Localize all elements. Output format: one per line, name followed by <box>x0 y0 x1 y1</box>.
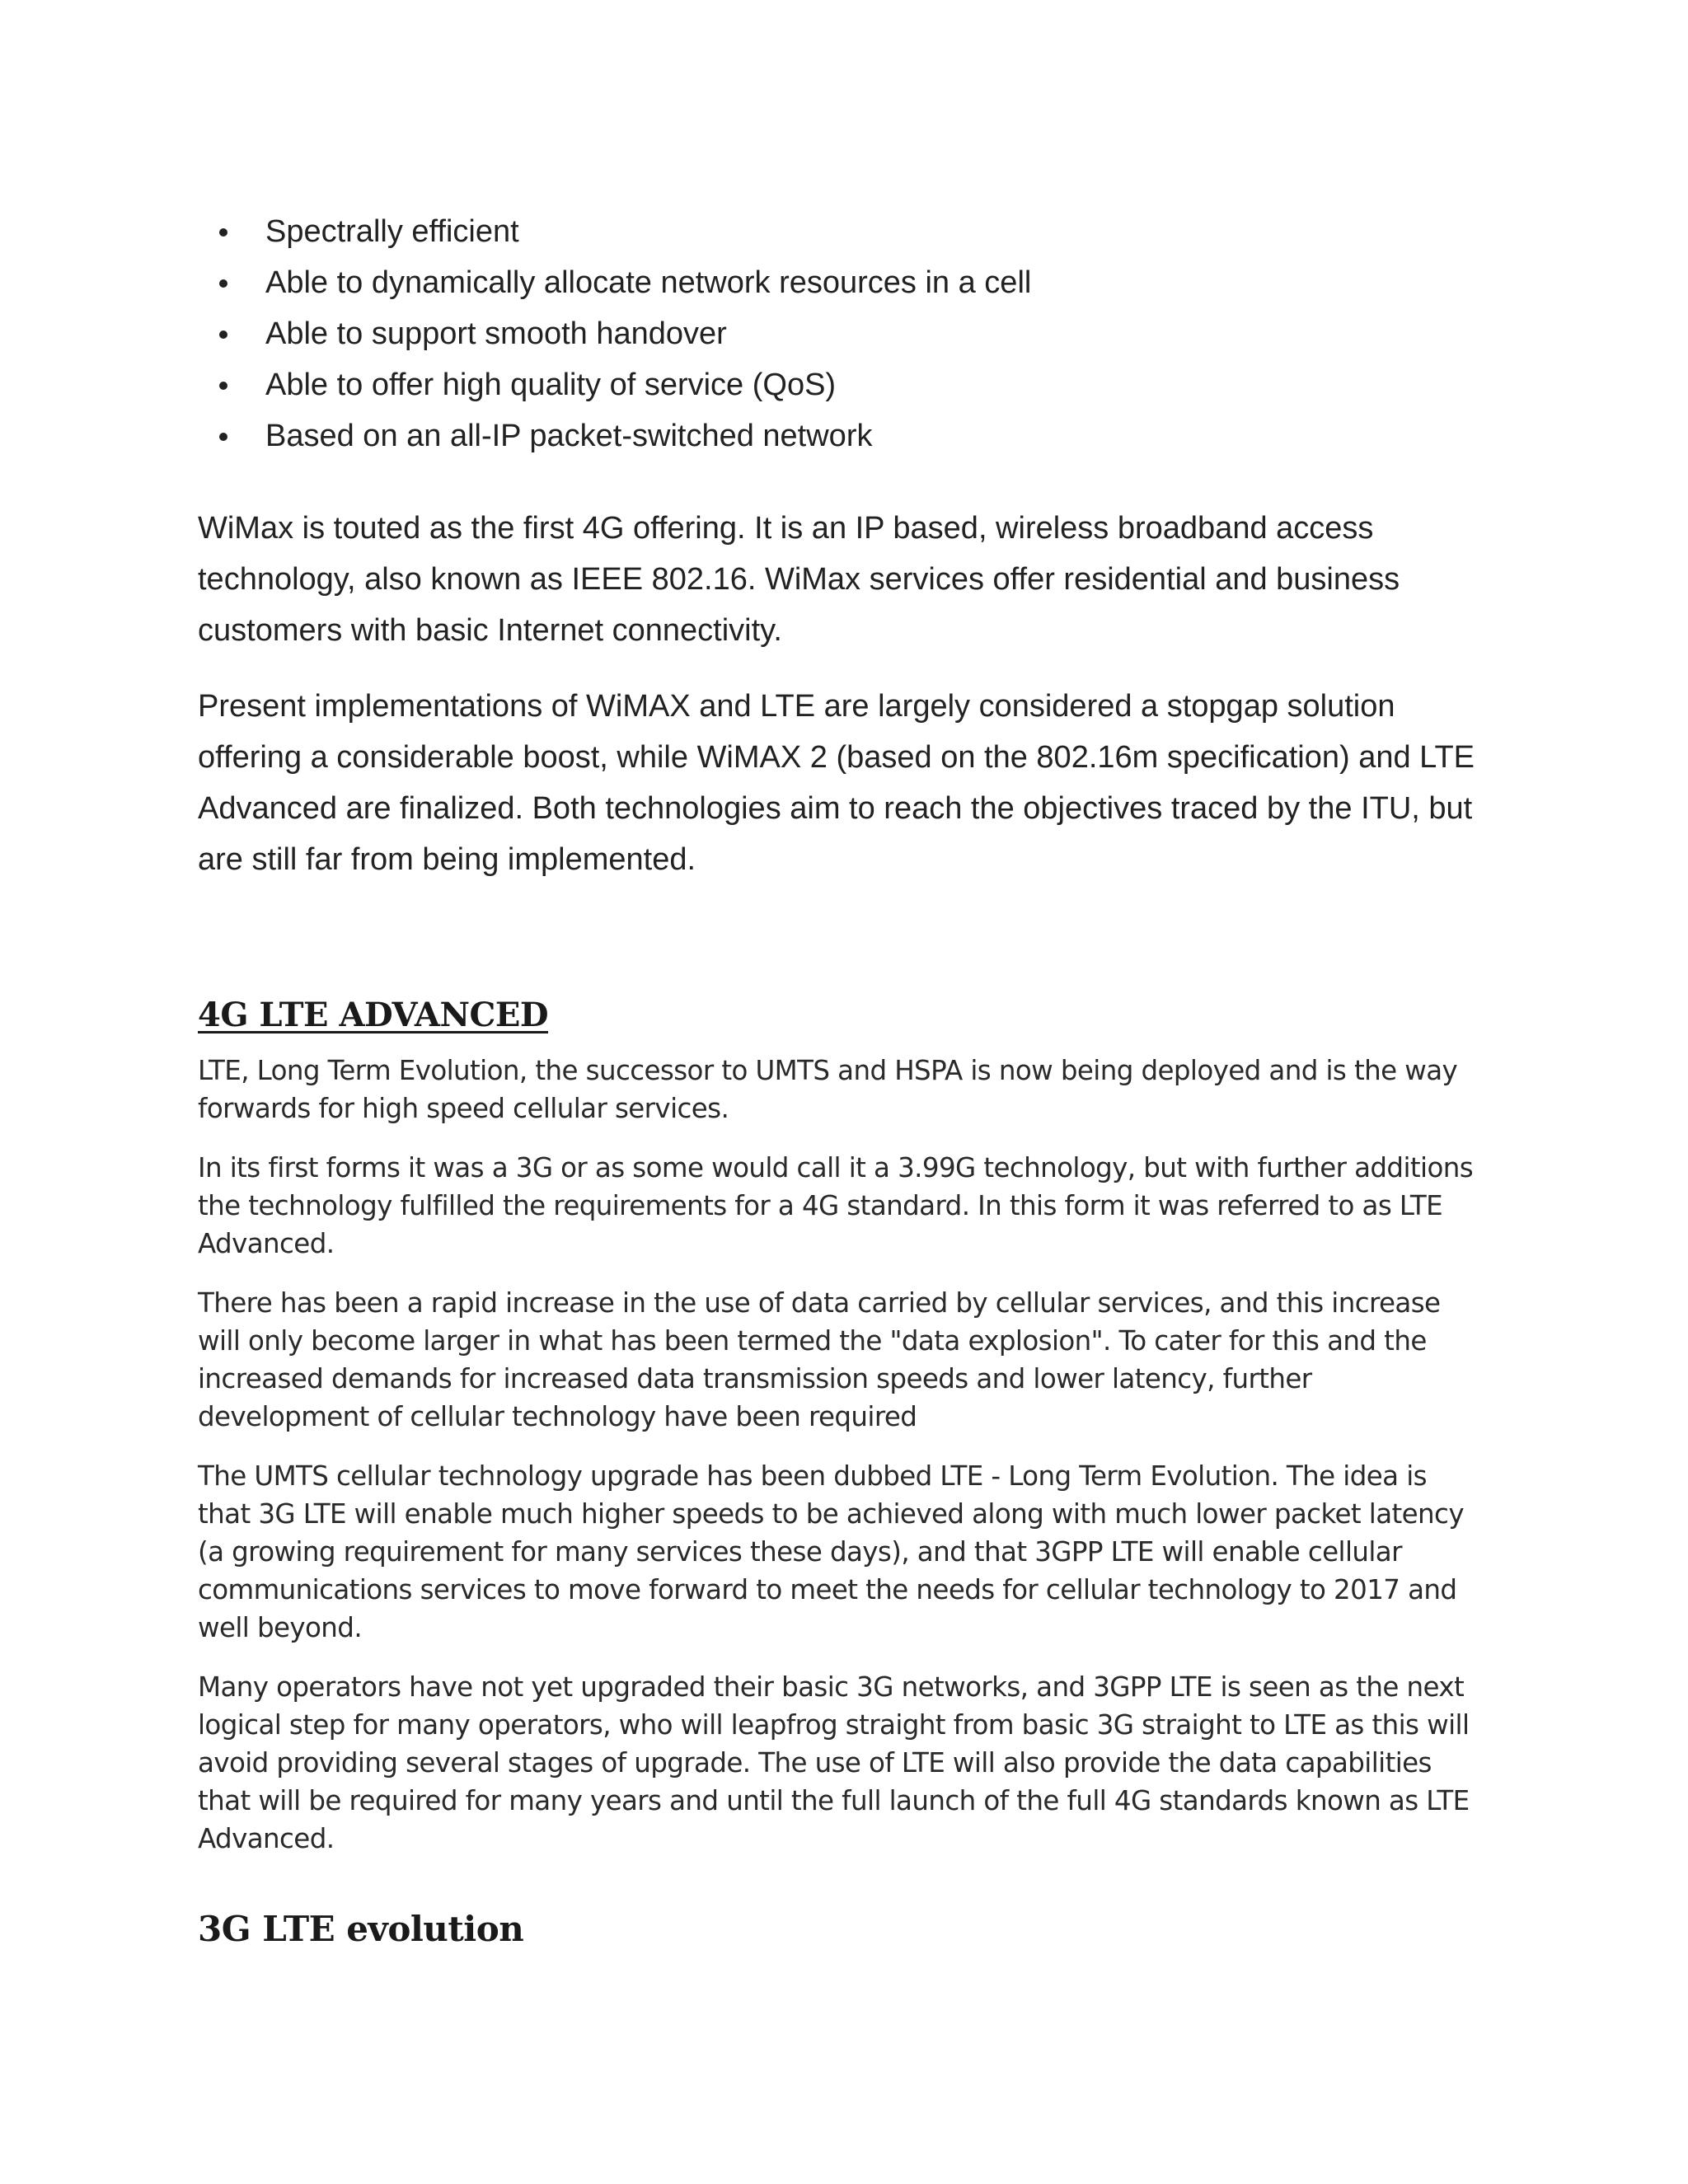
list-item <box>198 308 1484 359</box>
body-paragraph: Many operators have not yet upgraded their basic 3G networks, and 3GPP LTE is seen as the next logical step for many operators, who will leapfrog straight from basic 3G straight to LTE as this will avoid providing several stages of upgrade. The use of LTE will also provide the data capabilities that will be required for many years and until the full launch of the full 4G standards known as LTE Advanced. <box>198 1671 1470 1854</box>
list-item <box>198 257 1484 308</box>
list-item-text: Able to support smooth handover <box>265 316 727 351</box>
list-item-text: Spectrally efficient <box>265 214 519 249</box>
list-item-text: Able to dynamically allocate network resources in a cell <box>265 265 1032 300</box>
bullet-icon <box>219 228 227 237</box>
implementations-paragraph: Present implementations of WiMAX and LTE are largely considered a stopgap solution offering a considerable boost, while WiMAX 2 (based on the 802.16m specification) and LTE Advanced are finalized. Both technologies aim to reach the objectives traced by the ITU, but are still far from being implemented. <box>198 689 1475 877</box>
wimax-paragraph: WiMax is touted as the first 4G offering. It is an IP based, wireless broadband access technology, also known as IEEE 802.16. WiMax services offer residential and business customers with basic Internet connectivity. <box>198 511 1400 648</box>
body-paragraph: There has been a rapid increase in the use of data carried by cellular services, and this increase will only become larger in what has been termed the "data explosion". To cater for this and the increased demands for increased data transmission speeds and lower latency, further development of cellular technology have been required <box>198 1287 1441 1432</box>
list-item-text: Based on an all-IP packet-switched network <box>265 419 873 453</box>
bullet-icon <box>219 330 227 339</box>
feature-bullet-list <box>198 206 1484 462</box>
list-item <box>198 410 1484 462</box>
list-item-text: Able to offer high quality of service (QoS) <box>265 368 837 402</box>
bullet-icon <box>219 433 227 441</box>
list-item <box>198 359 1484 410</box>
section-heading-lte-advanced: 4G LTE ADVANCED <box>198 996 549 1034</box>
list-item <box>198 206 1484 257</box>
body-paragraph: The UMTS cellular technology upgrade has been dubbed LTE - Long Term Evolution. The idea is that 3G LTE will enable much higher speeds to be achieved along with much lower packet latency (a growing requirement for many services these days), and that 3GPP LTE will enable cellular communications services to move forward to meet the needs for cellular technology to 2017 and well beyond. <box>198 1460 1464 1643</box>
body-paragraph: In its first forms it was a 3G or as some would call it a 3.99G technology, but with further additions the technology fulfilled the requirements for a 4G standard. In this form it was referred to as LTE Advanced. <box>198 1152 1474 1259</box>
bullet-icon <box>219 382 227 390</box>
section-heading-3g-lte-evolution: 3G LTE evolution <box>198 1909 524 1949</box>
bullet-icon <box>219 279 227 288</box>
body-paragraph: LTE, Long Term Evolution, the successor to UMTS and HSPA is now being deployed and is the way forwards for high speed cellular services. <box>198 1055 1458 1124</box>
